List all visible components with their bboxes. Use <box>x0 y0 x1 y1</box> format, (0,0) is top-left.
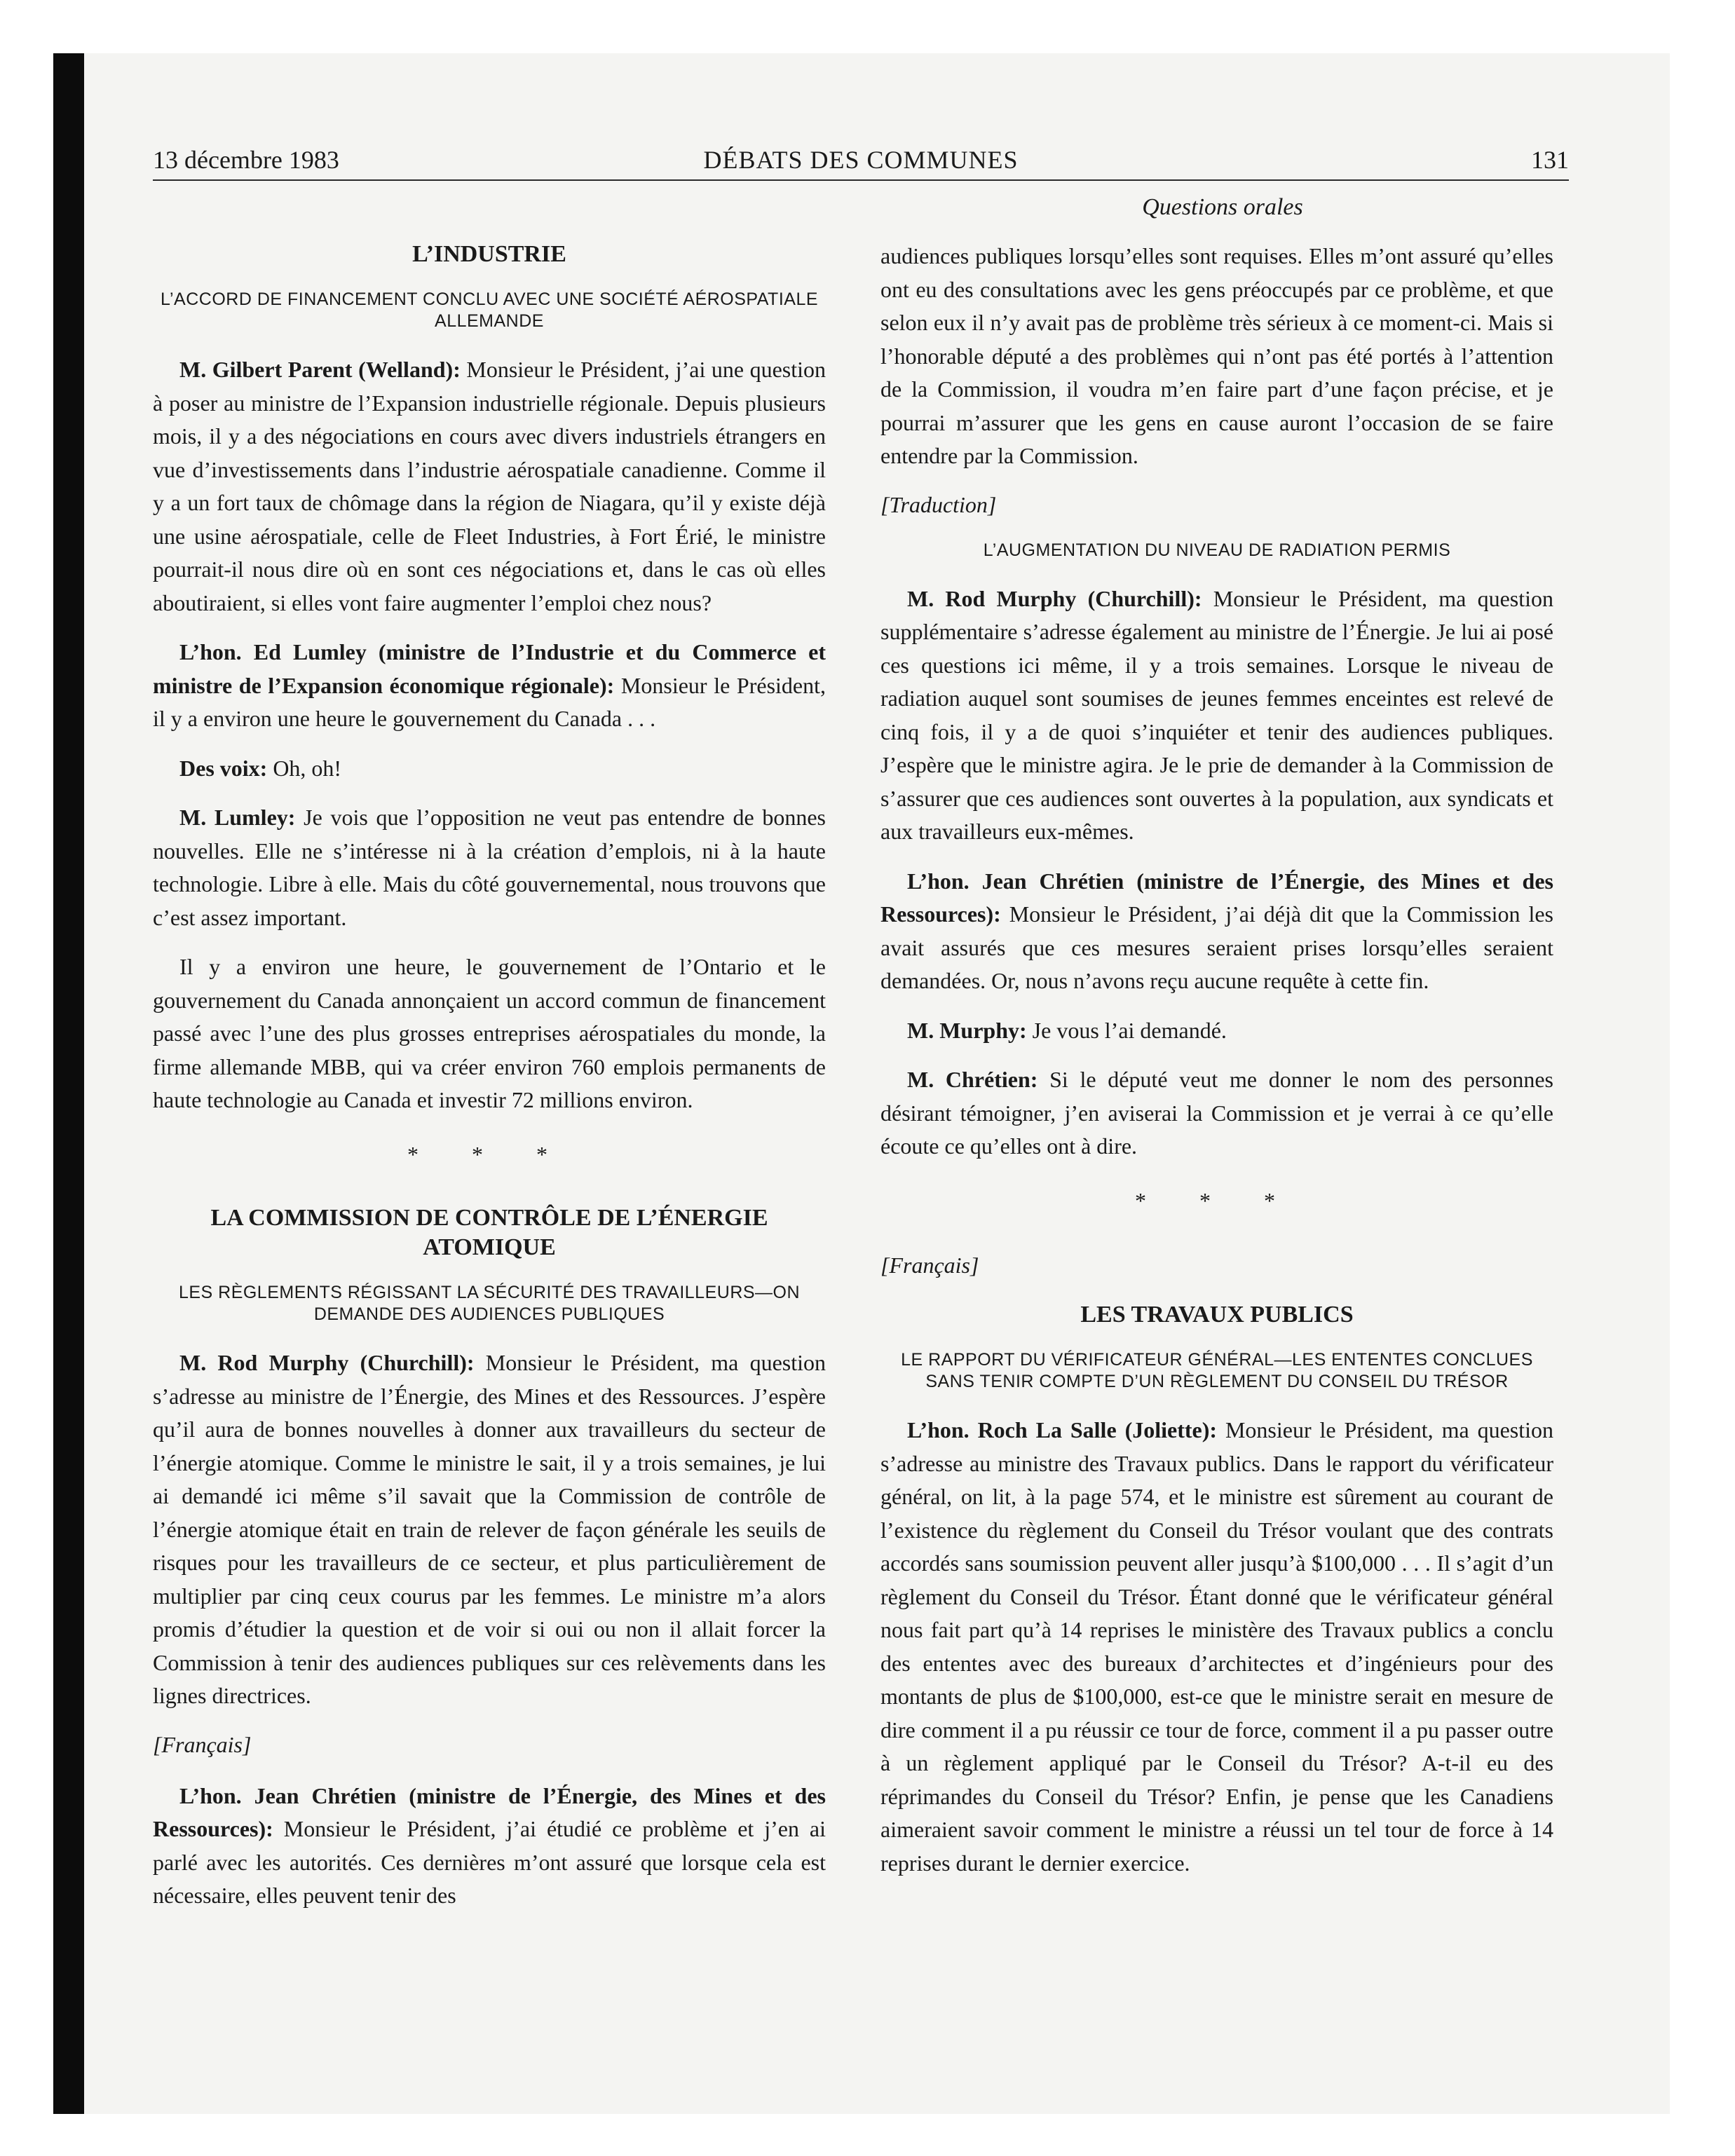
right-column <box>880 240 1553 1896</box>
subheading-rapport: LE RAPPORT DU VÉRIFICATEUR GÉNÉRAL—LES ENTENTES CONCLUES SANS TENIR COMPTE D’UN RÈGLEMENT DU CONSEIL DU TRÉSOR <box>901 1350 1533 1391</box>
speaker: M. Rod Murphy (Churchill): <box>907 585 1202 611</box>
paragraph <box>153 1780 826 1913</box>
speech-text: Monsieur le Président, j’ai déjà dit que la Commission les avait assurés que ces mesures seraient prises lorsqu’elles seraient demandées. Or, nous n’avons reçu aucune requête à cette fin. <box>880 901 1553 993</box>
speaker: L’hon. Jean Chrétien (ministre de l’Énergie, des Mines et des Ressources): <box>153 1782 826 1841</box>
heading-commission: LA COMMISSION DE CONTRÔLE DE L’ÉNERGIE ATOMIQUE <box>210 1205 768 1260</box>
speaker: M. Chrétien: <box>907 1067 1038 1092</box>
paragraph: Il y a environ une heure, le gouvernement de l’Ontario et le gouvernement du Canada annonçaient un accord commun de financement passé avec l’une des plus grosses entreprises aérospatiales du monde, la firme allemande MBB, qui va créer environ 760 emplois permanents de haute technologie au Canada et investir 72 millions environ. <box>153 954 826 1112</box>
paragraph <box>153 353 826 620</box>
subheading-accord: L’ACCORD DE FINANCEMENT CONCLU AVEC UNE SOCIÉTÉ AÉROSPATIALE ALLEMANDE <box>160 289 819 331</box>
paragraph <box>153 752 826 786</box>
subheading-radiation: L’AUGMENTATION DU NIVEAU DE RADIATION PERMIS <box>983 540 1451 560</box>
language-marker: [Français] <box>880 1253 979 1278</box>
section-separator: * * * <box>1135 1187 1299 1213</box>
paragraph <box>880 865 1553 998</box>
speech-text: Monsieur le Président, ma question s’adresse au ministre de l’Énergie, des Mines et des Ressources. J’espère qu’il aura de bonnes nouvelles à donner aux travailleurs du secteur de l’énergie atomique. Comme le ministre le sait, il y a trois semaines, je lui ai demandé ici même s’il savait que la Commission de contrôle de l’énergie atomique était en train de relever de façon générale les seuils de risques pour les travailleurs de ce secteur, et plus particulièrement de multiplier par cinq ceux courus par les femmes. Le ministre m’a alors promis d’étudier la question et de voir si oui ou non il allait forcer la Commission à tenir des audiences publiques sur ces relèvements dans les lignes directrices. <box>153 1350 826 1708</box>
speech-text: Oh, oh! <box>267 755 342 781</box>
heading-travaux-publics: LES TRAVAUX PUBLICS <box>1080 1302 1354 1328</box>
language-marker: [Français] <box>153 1731 252 1757</box>
speech-text: Monsieur le Président, ma question s’adresse au ministre des Travaux publics. Dans le rapport du vérificateur général, on lit, à la page 574, et le ministre est sûrement au courant de l’existence du règlement du Conseil du Trésor voulant que des contrats accordés sans soumission peuvent aller jusqu’à $100,000 . . . Il s’agit d’un règlement du Conseil du Trésor. Étant donné que le vérificateur général nous fait part qu’à 14 reprises le ministère des Travaux publics a conclu des ententes avec des bureaux d’architectes et d’ingénieurs pour des montants de plus de $100,000, est-ce que le ministre serait en mesure de dire comment il a pu réussir ce tour de force, comment il a pu passer outre à un règlement appliqué par le Conseil du Trésor? A-t-il eu des réprimandes du Conseil du Trésor? Enfin, je pense que les Canadiens aimeraient savoir comment le ministre a réussi un tel tour de force à 14 reprises durant le dernier exercice. <box>880 1417 1554 1876</box>
paragraph <box>880 582 1553 849</box>
paragraph <box>153 801 826 934</box>
speaker: M. Murphy: <box>907 1017 1027 1043</box>
heading-industrie: L’INDUSTRIE <box>412 241 566 267</box>
speaker: L’hon. Jean Chrétien (ministre de l’Énergie, des Mines et des Ressources): <box>880 868 1553 927</box>
left-column <box>153 240 826 1929</box>
scan-border <box>53 53 84 2114</box>
paragraph: audiences publiques lorsqu’elles sont requises. Elles m’ont assuré qu’elles ont eu des consultations avec les gens préoccupés par ce problème, et que selon eux il n’y avait pas de problème très sérieux à ce moment-ci. Mais si l’honorable député a des problèmes qui n’ont pas été portés à l’attention de la Commission, il voudra m’en faire part d’une façon précise, et je pourrai m’assurer que les gens en cause auront l’occasion de se faire entendre par la Commission. <box>880 243 1553 468</box>
section-title: Questions orales <box>1142 194 1303 220</box>
speaker: M. Gilbert Parent (Welland): <box>179 357 461 382</box>
speech-text: Monsieur le Président, j’ai étudié ce problème et j’en ai parlé avec les autorités. Ces dernières m’ont assuré que lorsque cela est nécessaire, elles peuvent tenir des <box>153 1816 826 1908</box>
paragraph <box>153 1346 826 1713</box>
language-marker: [Traduction] <box>880 491 997 517</box>
speech-text: Monsieur le Président, il y a environ une heure le gouvernement du Canada . . . <box>153 672 826 731</box>
speaker: L’hon. Ed Lumley (ministre de l’Industrie et du Commerce et ministre de l’Expansion économique régionale): <box>153 639 826 698</box>
speaker: L’hon. Roch La Salle (Joliette): <box>907 1417 1218 1442</box>
speaker: M. Rod Murphy (Churchill): <box>179 1350 475 1375</box>
speaker: Des voix: <box>179 755 268 781</box>
paragraph <box>880 1063 1553 1164</box>
header-date: 13 décembre 1983 <box>153 146 339 174</box>
paragraph <box>153 636 826 736</box>
speaker: M. Lumley: <box>179 805 296 830</box>
paragraph <box>880 1014 1553 1048</box>
speech-text: Monsieur le Président, j’ai une question à poser au ministre de l’Expansion industrielle régionale. Depuis plusieurs mois, il y a des négociations en cours avec divers industriels étrangers en vue d’investissements dans l’industrie aérospatiale canadienne. Comme il y a un fort taux de chômage dans la région de Niagara, qu’il y existe déjà une usine aérospatiale, celle de Fleet Industries, à Fort Érié, le ministre pourrait-il nous dire où en sont ces négociations et, dans le cas où elles aboutiraient, si elles vont faire augmenter l’emploi chez nous? <box>153 357 826 615</box>
section-separator: * * * <box>407 1141 571 1167</box>
page-number: 131 <box>1531 146 1569 174</box>
header-title: DÉBATS DES COMMUNES <box>703 146 1019 174</box>
page-header <box>153 144 1569 179</box>
speech-text: Monsieur le Président, ma question supplémentaire s’adresse également au ministre de l’Énergie. Je lui ai posé ces questions ici même, il y a trois semaines. Lorsque le niveau de radiation auquel sont soumises de jeunes femmes enceintes est relevé de cinq fois, il y a de quoi s’inquiéter et tenir des audiences publiques. J’espère que le ministre agira. Je le prie de demander à la Commission de s’assurer que ces audiences sont ouvertes à la population, aux syndicats et aux travailleurs eux-mêmes. <box>880 585 1553 844</box>
subheading-reglements: LES RÈGLEMENTS RÉGISSANT LA SÉCURITÉ DES TRAVAILLEURS—ON DEMANDE DES AUDIENCES PUBLIQUES <box>178 1283 801 1324</box>
paragraph <box>880 1414 1553 1880</box>
speech-text: Je vous l’ai demandé. <box>1026 1017 1227 1043</box>
header-rule <box>153 179 1569 181</box>
speech-text: Si le député veut me donner le nom des personnes désirant témoigner, j’en aviserai la Commission et je verrai à ce qu’elle écoute ce qu’elles ont à dire. <box>880 1067 1554 1159</box>
speech-text: Je vois que l’opposition ne veut pas entendre de bonnes nouvelles. Elle ne s’intéresse ni à la création d’emplois, ni à la haute technologie. Libre à elle. Mais du côté gouvernemental, nous trouvons que c’est assez important. <box>153 805 826 930</box>
